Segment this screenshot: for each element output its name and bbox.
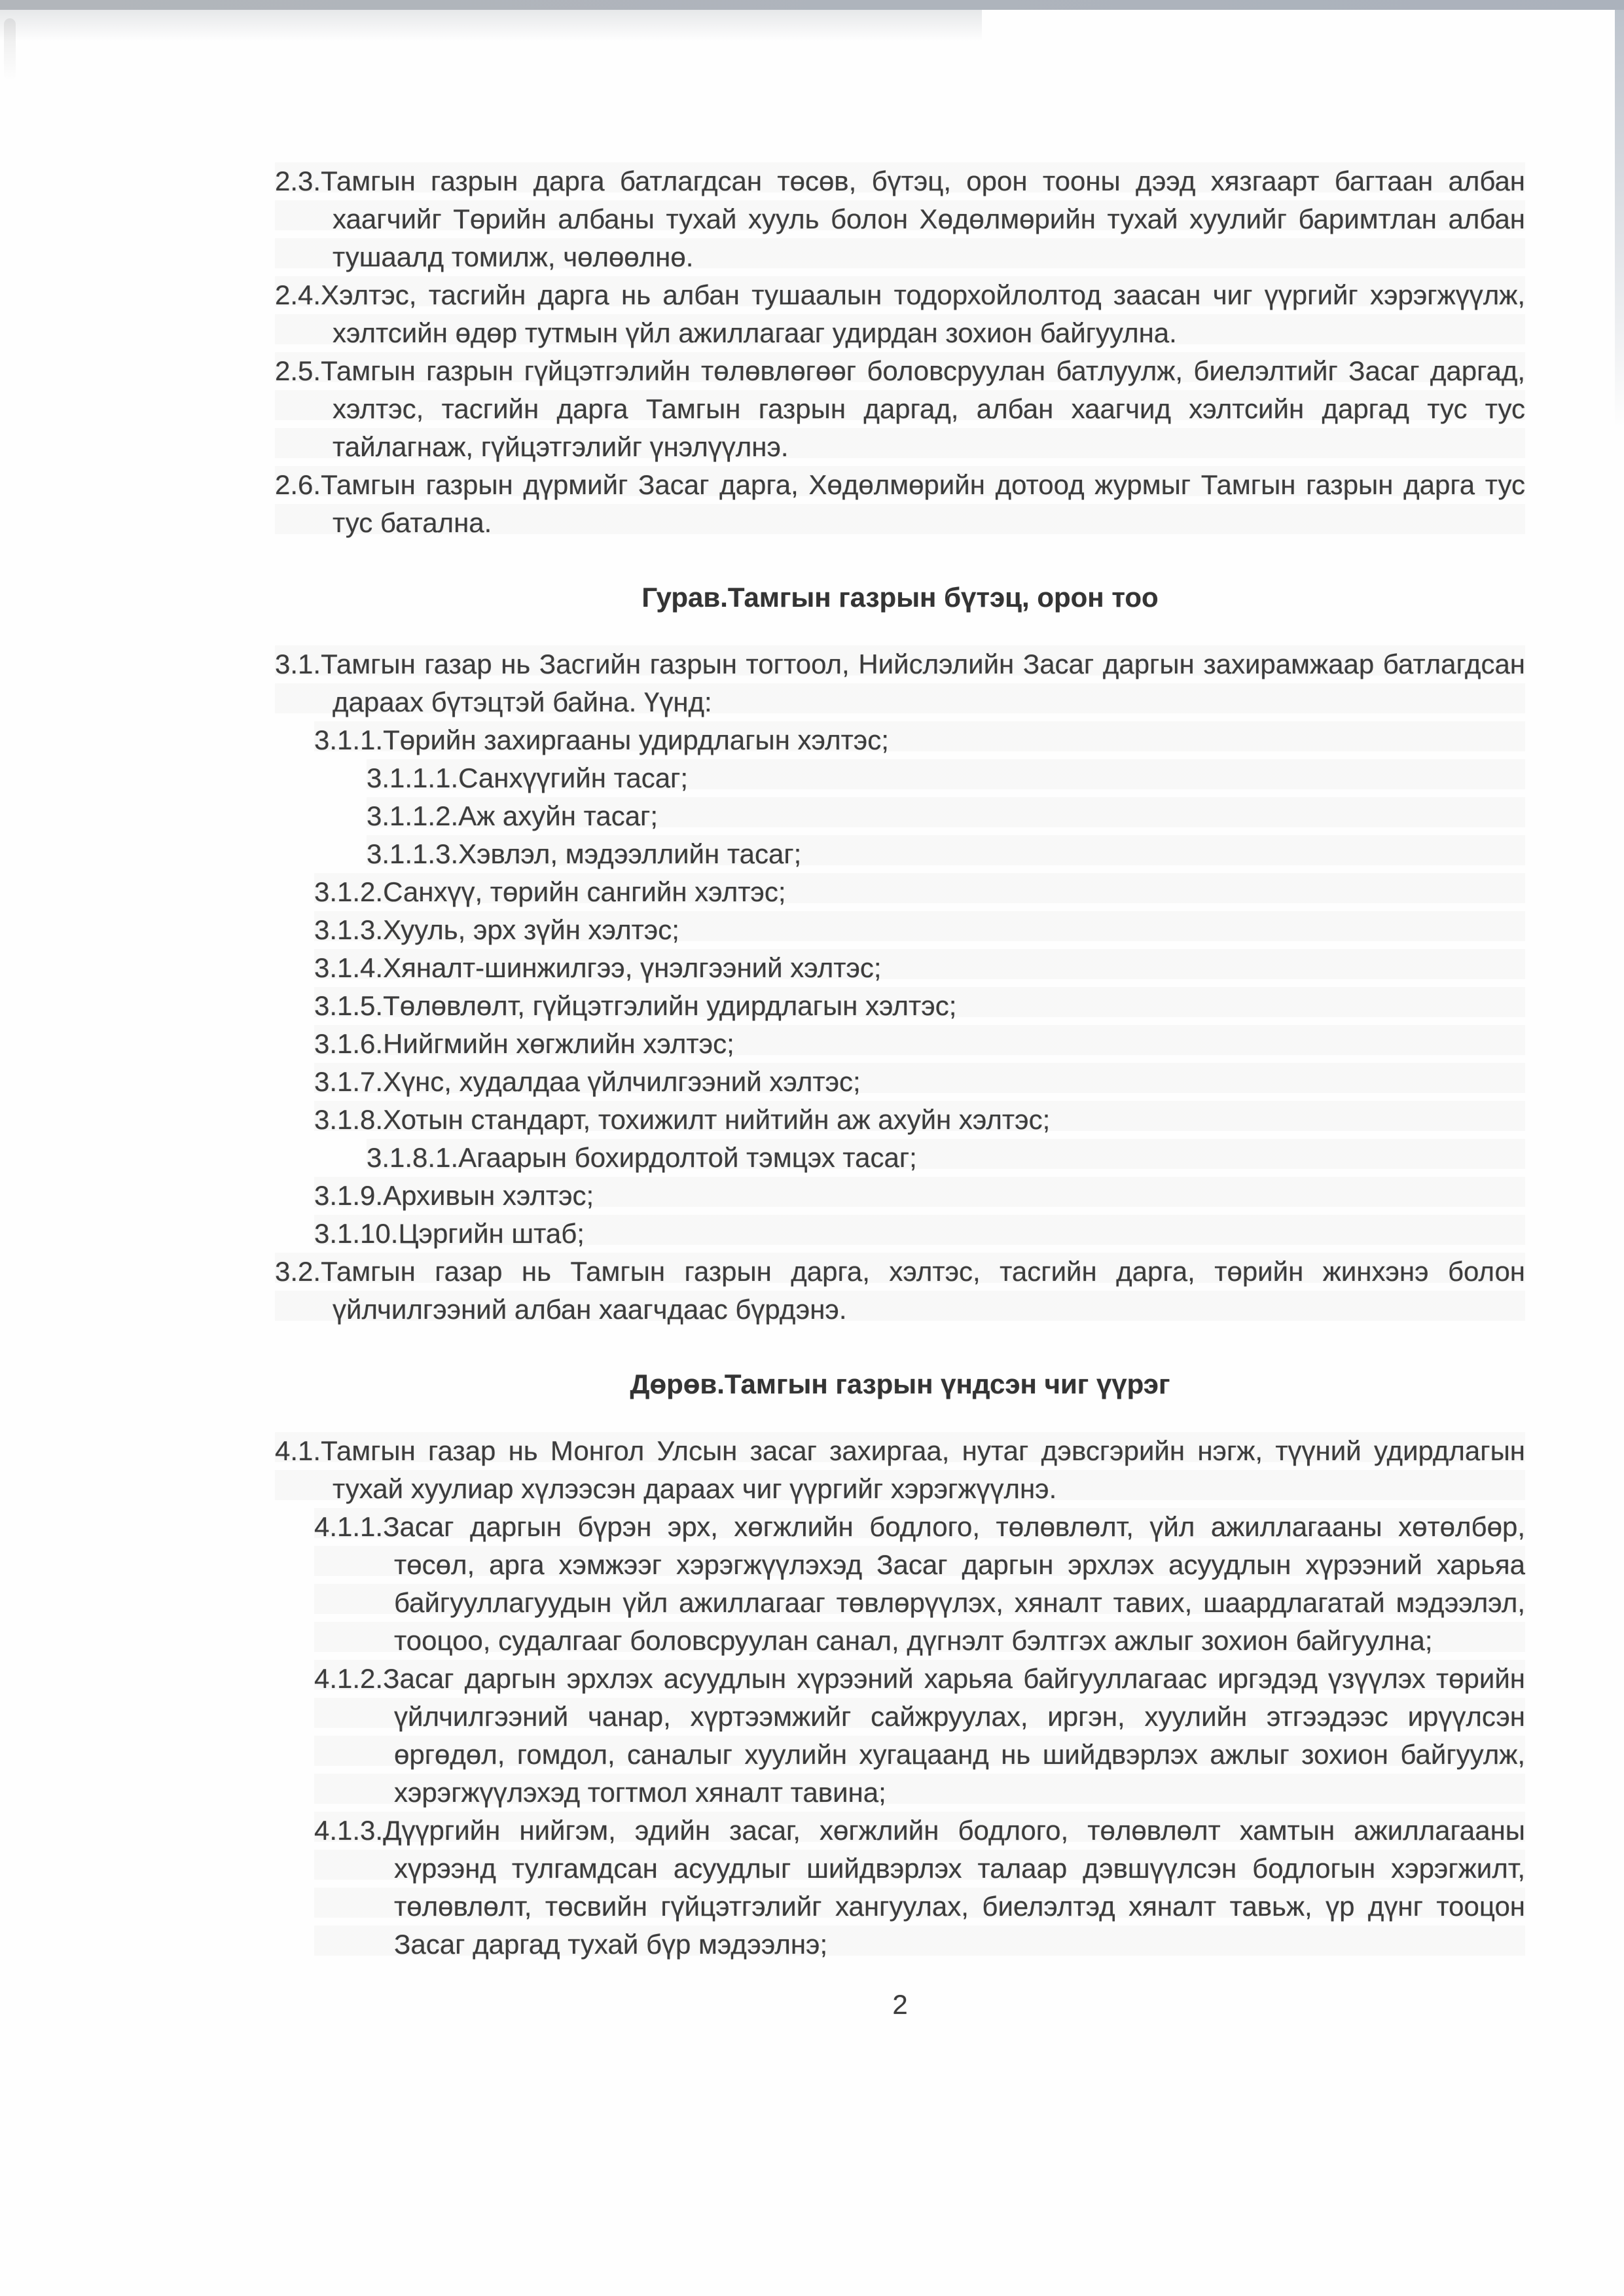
clause-text: Тамгын газрын гүйцэтгэлийн төлөвлөгөөг боловсруулан батлуулж, биелэлтийг Засаг даргад, хэлтэс, тасгийн дарга Тамгын газрын даргад, албан хаагчид хэлтсийн даргад тус тус тайлагнаж, гүйцэтгэлийг үнэлүүлнэ.: [321, 355, 1525, 462]
paragraph-4-1-1: [314, 1508, 1525, 1660]
list-item-3-1-10: [314, 1215, 1525, 1253]
document-body: [275, 162, 1525, 2024]
page-number: 2: [892, 1989, 908, 2020]
clause-number: 4.1.: [275, 1435, 321, 1466]
clause-number: 3.1.8.: [314, 1104, 384, 1135]
clause-number: 2.4.: [275, 279, 321, 310]
clause-text: Архивын хэлтэс;: [383, 1180, 594, 1211]
clause-number: 3.1.1.3.: [367, 838, 459, 869]
paragraph-4-1: [275, 1432, 1525, 1508]
clause-number: 3.1.5.: [314, 990, 384, 1021]
scan-edge-top: [0, 0, 1624, 10]
scan-shadow-top-left: [0, 10, 982, 41]
clause-text: Тамгын газар нь Засгийн газрын тогтоол, Нийслэлийн Засаг даргын захирамжаар батлагдсан дараах бүтэцтэй байна. Үүнд:: [321, 649, 1525, 717]
clause-number: 3.1.1.2.: [367, 800, 459, 831]
paragraph-2-6: [275, 466, 1525, 542]
clause-number: 3.1.: [275, 649, 321, 679]
clause-number: 3.1.10.: [314, 1218, 399, 1249]
list-item-3-1-1-1: [367, 759, 1525, 797]
clause-number: 3.1.6.: [314, 1028, 384, 1059]
clause-text: Төлөвлөлт, гүйцэтгэлийн удирдлагын хэлтэс;: [383, 990, 957, 1021]
clause-number: 3.2.: [275, 1256, 321, 1287]
clause-text: Хэлтэс, тасгийн дарга нь албан тушаалын тодорхойлолтод заасан чиг үүргийг хэрэгжүүлж, хэлтсийн өдөр тутмын үйл ажиллагааг удирдан зохион байгуулна.: [321, 279, 1525, 348]
clause-text: Төрийн захиргааны удирдлагын хэлтэс;: [383, 725, 889, 755]
chapter-3-heading: Гурав.Тамгын газрын бүтэц, орон тоо: [641, 582, 1159, 613]
clause-number: 3.1.8.1.: [367, 1142, 459, 1173]
list-item-3-1-8: [314, 1101, 1525, 1139]
paragraph-4-1-3: [314, 1812, 1525, 1964]
clause-number: 3.1.1.: [314, 725, 384, 755]
scan-smudge-left: [4, 18, 16, 81]
list-item-3-1-6: [314, 1025, 1525, 1063]
clause-number: 3.1.3.: [314, 914, 384, 945]
clause-text: Тамгын газрын дүрмийг Засаг дарга, Хөдөлмөрийн дотоод журмыг Тамгын газрын дарга тус тус батална.: [321, 469, 1525, 538]
list-item-3-1-5: [314, 987, 1525, 1025]
clause-number: 3.1.4.: [314, 952, 384, 983]
clause-text: Санхүү, төрийн сангийн хэлтэс;: [383, 876, 786, 907]
list-item-3-1-8-1: [367, 1139, 1525, 1177]
clause-text: Тамгын газар нь Тамгын газрын дарга, хэлтэс, тасгийн дарга, төрийн жинхэнэ болон үйлчилгээний албан хаагчдаас бүрдэнэ.: [321, 1256, 1525, 1325]
clause-text: Засаг даргын эрхлэх асуудлын хүрээний харьяа байгууллагаас иргэдэд үзүүлэх төрийн үйлчилгээний чанар, хүртээмжийг сайжруулах, иргэн, хуулийн этгээдээс ирүүлсэн өргөдөл, гомдол, саналыг хуулийн хугацаанд нь шийдвэрлэх ажлыг зохион байгуулж, хэрэгжүүлэхэд тогтмол хяналт тавина;: [383, 1663, 1525, 1808]
clause-number: 4.1.3.: [314, 1815, 384, 1846]
clause-number: 4.1.2.: [314, 1663, 384, 1694]
clause-text: Аж ахуйн тасаг;: [458, 800, 659, 831]
paragraph-2-4: [275, 276, 1525, 352]
list-item-3-1-1-3: [367, 835, 1525, 873]
clause-text: Тамгын газрын дарга батлагдсан төсөв, бүтэц, орон тооны дээд хязгаарт багтаан албан хаагчийг Төрийн албаны тухай хууль болон Хөдөлмөрийн тухай хуулийг баримтлан албан тушаалд томилж, чөлөөлнө.: [321, 166, 1525, 272]
clause-number: 2.6.: [275, 469, 321, 500]
list-item-3-1-3: [314, 911, 1525, 949]
list-item-3-1-9: [314, 1177, 1525, 1215]
list-item-3-1-4: [314, 949, 1525, 987]
clause-text: Нийгмийн хөгжлийн хэлтэс;: [383, 1028, 734, 1059]
list-item-3-1-1-2: [367, 797, 1525, 835]
clause-text: Хотын стандарт, тохижилт нийтийн аж ахуйн хэлтэс;: [383, 1104, 1051, 1135]
list-item-3-1-7: [314, 1063, 1525, 1101]
list-item-3-1-1: [314, 721, 1525, 759]
chapter-4-heading: Дөрөв.Тамгын газрын үндсэн чиг үүрэг: [630, 1369, 1170, 1399]
paragraph-2-3: [275, 162, 1525, 276]
paragraph-4-1-2: [314, 1660, 1525, 1812]
clause-text: Агаарын бохирдолтой тэмцэх тасаг;: [458, 1142, 917, 1173]
clause-text: Засаг даргын бүрэн эрх, хөгжлийн бодлого, төлөвлөлт, үйл ажиллагааны хөтөлбөр, төсөл, арга хэмжээг хэрэгжүүлэхэд Засаг даргын эрхлэх асуудлын хүрээний харьяа байгууллагуудын үйл ажиллагааг төвлөрүүлэх, хяналт тавих, шаардлагатай мэдээлэл, тооцоо, судалгааг боловсруулан санал, дүгнэлт бэлтгэх ажлыг зохион байгуулна;: [383, 1511, 1525, 1656]
paragraph-3-1: [275, 645, 1525, 721]
clause-text: Дүүргийн нийгэм, эдийн засаг, хөгжлийн бодлого, төлөвлөлт хамтын ажиллагааны хүрээнд тулгамдсан асуудлыг шийдвэрлэх талаар дэвшүүлсэн бодлогын хэрэгжилт, төлөвлөлт, төсвийн гүйцэтгэлийг хангуулах, биелэлтэд хяналт тавьж, үр дүнг тооцон Засаг даргад тухай бүр мэдээлнэ;: [383, 1815, 1525, 1960]
clause-number: 4.1.1.: [314, 1511, 384, 1542]
clause-number: 2.5.: [275, 355, 321, 386]
clause-number: 2.3.: [275, 166, 321, 196]
clause-text: Хэвлэл, мэдээллийн тасаг;: [458, 838, 802, 869]
clause-text: Тамгын газар нь Монгол Улсын засаг захиргаа, нутаг дэвсгэрийн нэгж, түүний удирдлагын тухай хуулиар хүлээсэн дараах чиг үүргийг хэрэгжүүлнэ.: [321, 1435, 1525, 1504]
paragraph-2-5: [275, 352, 1525, 466]
clause-text: Цэргийн штаб;: [398, 1218, 585, 1249]
clause-number: 3.1.9.: [314, 1180, 384, 1211]
scan-edge-right: [1615, 10, 1624, 429]
clause-text: Хууль, эрх зүйн хэлтэс;: [383, 914, 679, 945]
clause-number: 3.1.2.: [314, 876, 384, 907]
list-item-3-1-2: [314, 873, 1525, 911]
clause-number: 3.1.1.1.: [367, 762, 459, 793]
clause-number: 3.1.7.: [314, 1066, 384, 1097]
paragraph-3-2: [275, 1253, 1525, 1329]
clause-text: Санхүүгийн тасаг;: [458, 762, 689, 793]
clause-text: Хүнс, худалдаа үйлчилгээний хэлтэс;: [383, 1066, 861, 1097]
clause-text: Хяналт-шинжилгээ, үнэлгээний хэлтэс;: [383, 952, 882, 983]
